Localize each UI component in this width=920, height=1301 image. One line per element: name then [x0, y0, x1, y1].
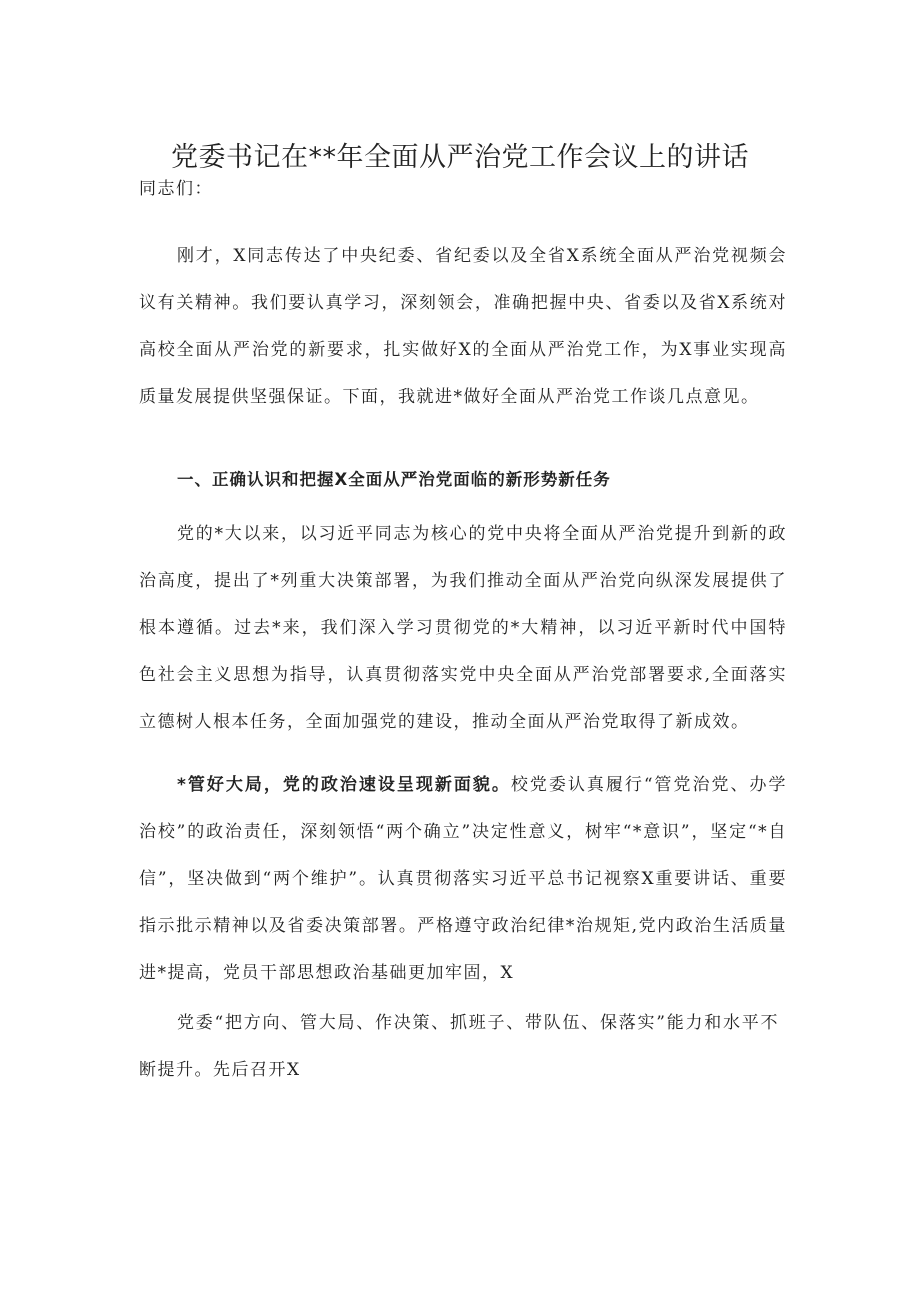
paragraph-opening: 刚才，X同志传达了中央纪委、省纪委以及全省X系统全面从严治党视频会议有关精神。我们要认真学习，深刻领会，准确把握中央、省委以及省X系统对高校全面从严治党的新要求，扎实做好X的全面从严治党工作，为X事业实现高质量发展提供坚强保证。下面，我就进*做好全面从严治党工作谈几点意见。	[139, 246, 787, 407]
paragraph-body: 校党委认真履行“管党治党、办学治校”的政治责任，深刻领悟“两个确立”决定性意义，树牢“*意识”，坚定“*自信”，坚决做到“两个维护”。认真贯彻落实习近平总书记视察X重要讲话、重要指示批示精神以及省委决策部署。严格遵守政治纪律*治规矩,党内政治生活质量进*提高，党员干部思想政治基础更加牢固，X	[139, 775, 787, 983]
paragraph-background: 党的*大以来，以习近平同志为核心的党中央将全面从严治党提升到新的政治高度，提出了*列重大决策部署，为我们推动全面从严治党向纵深发展提供了根本遵循。过去*来，我们深入学习贯彻党的*大精神，以习近平新时代中国特色社会主义思想为指导，认真贯彻落实党中央全面从严治党部署要求,全面落实立德树人根本任务，全面加强党的建设，推动全面从严治党取得了新成效。	[139, 524, 787, 732]
salutation: 同志们：	[139, 179, 213, 199]
document-title: 党委书记在**年全面从严治党工作会议上的讲话	[171, 142, 749, 173]
paragraph-political-leadership	[139, 762, 787, 997]
paragraph-party-committee: 党委“把方向、管大局、作决策、抓班子、带队伍、保落实”能力和水平不断提升。先后召开X	[139, 1013, 779, 1080]
paragraph-lead-sentence: *管好大局，党的政治速设呈现新面貌。	[177, 775, 511, 795]
section-heading-1: 一、正确认识和把握X全面从严治党面临的新形势新任务	[177, 470, 611, 489]
